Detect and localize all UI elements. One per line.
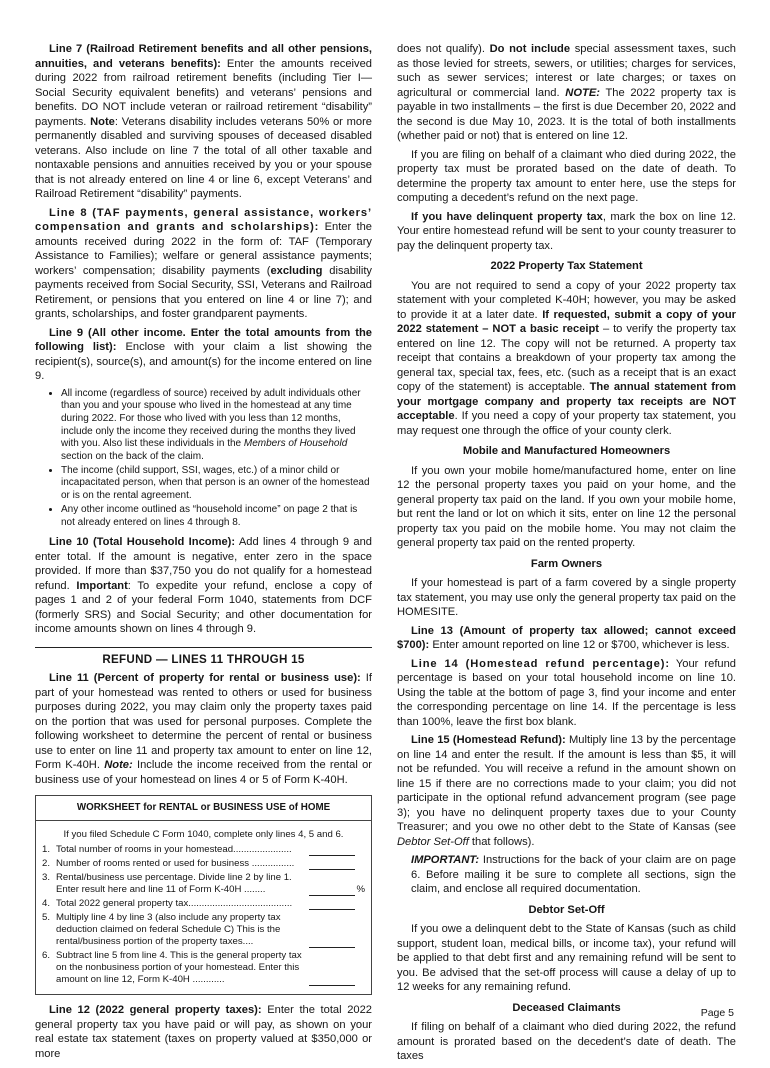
line9-label: Line 9 (All other income. Enter the total amounts from the following list):: [35, 326, 372, 353]
worksheet-body: [36, 821, 371, 994]
worksheet-entry-blank[interactable]: [309, 859, 355, 870]
line12-label: Line 12 (2022 general property taxes):: [49, 1004, 262, 1017]
delinquent-tax-paragraph: If you have delinquent property tax, mark the box on line 12. Your entire homestead refund will be sent to your county treasurer to pay the delinquent property tax.: [397, 210, 737, 252]
list-item: • Any other income outlined as “household income” on page 2 that is not already entered on lines 4 through 8.: [61, 504, 372, 529]
worksheet-row: 2. Number of rooms rented or used for business ................: [42, 858, 365, 870]
deceased-claimants-paragraph: If filing on behalf of a claimant who died during 2022, the refund amount is prorated based on the decedent’s date of death. The taxes: [397, 1021, 736, 1062]
rental-business-worksheet: [35, 795, 372, 995]
line14-label: Line 14 (Homestead refund percentage):: [411, 657, 670, 670]
list-item: • All income (regardless of source) received by adult individuals other than you and your spouse who lived in the homestead at any time during 2022. For those who lived with you less than 12 months, include only the income they received during the months they lived with you. Also list these individuals in the Members of Household section on the back of the claim.: [61, 388, 372, 464]
line11-paragraph: Line 11 (Percent of property for rental or business use): If part of your homestead was rented to others or used for business purposes during 2022, you may claim only the property taxes paid on the portion that was used for personal purposes. Complete the following worksheet to determine the percent of rental or business use to enter on line 11 and property tax amount to enter on line 12, Form K-40H. Note: Include the income received from the rental or business use of your homestead on lines 4 or 5 of Form K-40H.: [35, 672, 372, 786]
line7-label: Line 7 (Railroad Retirement benefits and all other pensions, annuities, and veterans benefits):: [35, 43, 372, 70]
deceased-claimants-heading: Deceased Claimants: [512, 1001, 621, 1014]
important-paragraph: IMPORTANT: Instructions for the back of your claim are on page 6. Before mailing it be sure to complete all sections, sign the claim, and enclose all required documentation.: [411, 854, 736, 895]
worksheet-entry-blank[interactable]: [309, 899, 355, 910]
line10-label: Line 10 (Total Household Income):: [49, 536, 236, 549]
worksheet-entry-blank[interactable]: [309, 937, 355, 948]
line13-paragraph: Line 13 (Amount of property tax allowed; cannot exceed $700): Enter amount reported on line 12 or $700, whichever is less.: [397, 624, 736, 651]
property-tax-statement-paragraph: You are not required to send a copy of your 2022 property tax statement with your completed K-40H; however, you may be asked to provide it at a later date. If requested, submit a copy of your 2022 statement – NOT a basic receipt – to verify the property tax entered on line 12. The copy will not be returned. A property tax receipt that contains a breakdown of your property tax among the general tax, special tax, fees, etc. (such as a receipt that is an exact copy of the statement) is acceptable. The annual statement from your mortgage company and property tax receipts are NOT acceptable. If you need a copy of your property tax statement, you may request one through the office of your county clerk.: [397, 279, 736, 437]
worksheet-entry-blank[interactable]: [309, 975, 355, 986]
deceased-prorate-paragraph: If you are filing on behalf of a claimant who died during 2022, the property tax must be prorated based on the date of death. To determine the property tax amount to enter here, use the steps for computing a decedent’s refund on the next page.: [397, 148, 736, 204]
line9-paragraph: Line 9 (All other income. Enter the total amounts from the following list): Enclose with your claim a list showing the recipient(s), source(s), and amount(s) for the income entered on line 9.: [35, 326, 372, 382]
line8-label: Line 8 (TAF payments, general assistance, workers’ compensation and grants and scholarships):: [35, 206, 372, 233]
debtor-setoff-heading: Debtor Set-Off: [528, 903, 605, 916]
right-column: [397, 42, 736, 1068]
worksheet-entry-blank[interactable]: [309, 845, 355, 856]
line7-paragraph: Line 7 (Railroad Retirement benefits and all other pensions, annuities, and veterans benefits): Enter the amounts received during 2022 from railroad retirement benefits (including Tier I— Social Security equivalent benefits) and veterans’ pensions and benefits. DO NOT include veteran or railroad retirement “disability” payments. Note: Veterans disability includes veterans 50% or more permanently disabled and surviving spouses of deceased disabled veterans. Also include on line 7 the total of all other taxable and nontaxable pensions and annuities received by you or your spouse that is not already entered on line 4 or line 6, except Veterans’ and Railroad Retirement “disability” payments.: [35, 43, 372, 200]
debtor-setoff-paragraph: If you owe a delinquent debt to the State of Kansas (such as child support, student loan, medical bills, or income tax), your refund will be applied to that debt first and any remaining refund will be sent to you. Be advised that the set-off process will cause a delay of up to 12 weeks for any remaining refund.: [397, 923, 736, 993]
page-number: Page 5: [700, 1007, 734, 1019]
line15-paragraph: Line 15 (Homestead Refund): Multiply line 13 by the percentage on line 14 and enter the result. If the amount is less than $5, it will not be refunded. You will receive a refund in the amount shown on line 15 if there are no corrections made to your claim; you did not participate in the optional refund advancement program (see page 3); you have no delinquent property taxes due to your County Treasurer; and you owe no other debt to the State of Kansas (see Debtor Set-Off that follows).: [397, 734, 736, 848]
property-tax-statement-heading: 2022 Property Tax Statement: [490, 260, 643, 272]
line15-label: Line 15 (Homestead Refund):: [411, 734, 566, 746]
list-item: • The income (child support, SSI, wages, etc.) of a minor child or incapacitated person, when that person is an owner of the homestead or is on the rental agreement.: [61, 465, 372, 503]
left-column: [35, 42, 372, 1065]
mobile-homeowners-heading: Mobile and Manufactured Homeowners: [462, 445, 671, 457]
refund-section-heading: REFUND — LINES 11 THROUGH 15: [35, 647, 372, 668]
farm-owners-paragraph: If your homestead is part of a farm covered by a single property tax statement, you may use only the general property tax paid on the HOMESITE.: [397, 577, 736, 618]
line12-paragraph: Line 12 (2022 general property taxes): Enter the total 2022 general property tax you have paid or will pay, as shown on your real estate tax statement (taxes on property valued at $350,000 or more: [35, 1004, 372, 1060]
worksheet-row: 1. Total number of rooms in your homestead......................: [42, 844, 365, 856]
line12-continued-paragraph: does not qualify). Do not include special assessment taxes, such as those levied for streets, sewers, or utilities; charges for services, such as sewer services; interest or late charges; or taxes on agricultural or commercial land. NOTE: The 2022 property tax is payable in two installments – the first is due December 20, 2022 and the second is due May 10, 2023. It is the total of both installments (whether paid or not) that is entered on line 12.: [397, 43, 737, 142]
line14-paragraph: Line 14 (Homestead refund percentage): Your refund percentage is based on your total household income on line 10. Using the table at the bottom of page 3, find your income and enter the corresponding percentage on line 14. If the percentage is less than 100%, leave the first box blank.: [397, 657, 737, 728]
line8-paragraph: Line 8 (TAF payments, general assistance, workers’ compensation and grants and scholarships): Enter the amounts received during 2022 in the form of: TAF (Temporary Assistance to Families); welfare or general assistance payments; workers’ compensation; disability payments (excluding disability payments received from Social Security, SSI, Veterans and Railroad Retirement, or pensions that you entered on line 4 or line 7); and grants, scholarships, and foster grandparent payments.: [35, 206, 372, 320]
farm-owners-heading: Farm Owners: [530, 557, 603, 570]
line13-label: Line 13 (Amount of property tax allowed; cannot exceed $700):: [397, 624, 736, 651]
worksheet-row: 3. Rental/business use percentage. Divide line 2 by line 1. Enter result here and line 11 of Form K-40H ........ %: [42, 872, 365, 896]
worksheet-title: WORKSHEET for RENTAL or BUSINESS USE of HOME: [36, 796, 371, 821]
worksheet-entry-blank[interactable]: [309, 885, 355, 896]
worksheet-row: 5. Multiply line 4 by line 3 (also include any property tax deduction claimed on federal Schedule C) This is the rental/business portion of the property taxes....: [42, 912, 365, 948]
line11-label: Line 11 (Percent of property for rental or business use):: [49, 672, 361, 685]
worksheet-row: 6. Subtract line 5 from line 4. This is the general property tax on the nonbusiness portion of your homestead. Enter this amount on line 12, Form K-40H ............: [42, 950, 365, 986]
mobile-homeowners-paragraph: If you own your mobile home/manufactured home, enter on line 12 the personal property taxes you paid on your home, and the general property tax paid on the land. If you own your mobile home, but rent the land or lot on which it sits, enter on line 12 the personal property tax you paid on the mobile home. You may not claim the general property tax paid on the rented property.: [397, 464, 736, 549]
worksheet-row: 4. Total 2022 general property tax.......................................: [42, 898, 365, 910]
line10-paragraph: Line 10 (Total Household Income): Add lines 4 through 9 and enter total. If the amount is negative, enter zero in the space provided. If more than $37,750 you do not qualify for a homestead refund. Important: To expedite your refund, enclose a copy of pages 1 and 2 of your federal Form 1040, statements from DCF (formerly SRS) and Social Security; and other documentation for income amounts shown on lines 4 through 9.: [35, 536, 372, 636]
worksheet-instruction: If you filed Schedule C Form 1040, complete only lines 4, 5 and 6.: [63, 829, 344, 841]
line9-bullet-list: [35, 388, 372, 530]
